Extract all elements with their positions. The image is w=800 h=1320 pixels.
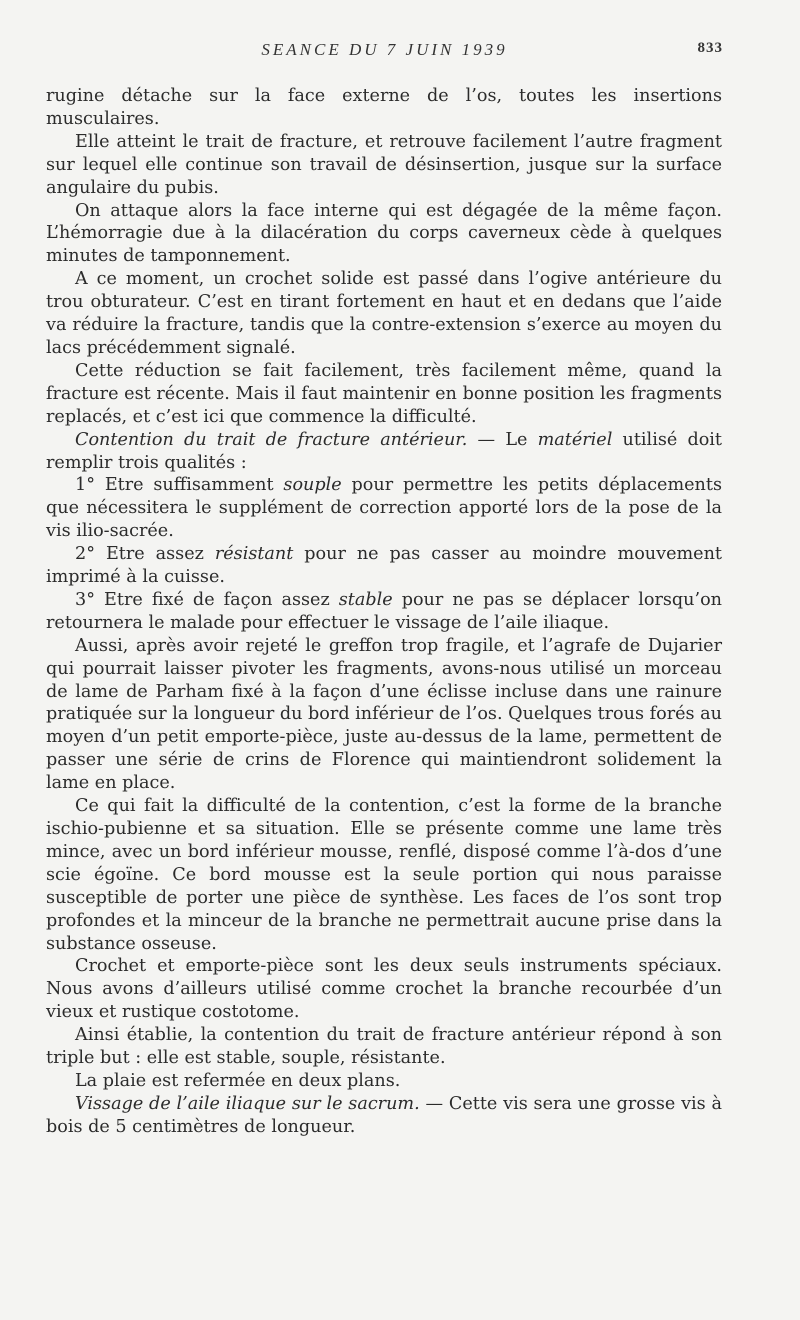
body-text (46, 85, 722, 1139)
paragraph-text: Cette réduction se fait facilement, très facilement même, quand la fracture est récente. Mais il faut maintenir en bonne position les fragments replacés, et c’est ici que commence la difficulté. (46, 360, 722, 427)
paragraph (46, 1024, 722, 1070)
paragraph (46, 955, 722, 1024)
paragraph (46, 268, 722, 360)
paragraph (46, 795, 722, 955)
italic-text: résistant (214, 544, 294, 565)
italic-text: stable (338, 589, 393, 610)
italic-text: matériel (537, 429, 613, 450)
paragraph (46, 85, 722, 131)
paragraph (46, 474, 722, 543)
paragraph (46, 200, 722, 269)
paragraph-text: Ainsi établie, la contention du trait de fracture antérieur répond à son triple but : elle est stable, souple, résistante. (46, 1025, 722, 1069)
italic-text: souple (283, 475, 342, 496)
paragraph (46, 1093, 722, 1139)
paragraph (46, 429, 722, 475)
paragraph (46, 589, 722, 635)
paragraph-text: — Le (467, 429, 538, 450)
page-number: 833 (697, 40, 723, 56)
paragraph-text: Crochet et emporte-pièce sont les deux seuls instruments spéciaux. Nous avons d’ailleurs utilisé comme crochet la branche recourbée d’un vieux et rustique costotome. (46, 956, 722, 1023)
page-header (46, 40, 723, 66)
paragraph-text: Elle atteint le trait de fracture, et retrouve facilement l’autre fragment sur lequel elle continue son travail de désinsertion, jusque sur la surface angulaire du pubis. (46, 131, 722, 198)
running-title: SEANCE DU 7 JUIN 1939 (261, 40, 508, 59)
italic-text: Vissage de l’aile iliaque sur le sacrum. (75, 1093, 420, 1114)
paragraph (46, 131, 722, 200)
paragraph-text: Aussi, après avoir rejeté le greffon trop fragile, et l’agrafe de Dujarier qui pourrait laisser pivoter les fragments, avons-nous utilisé un morceau de lame de Parham fixé à la façon d’une éclisse incluse dans une rainure pratiquée sur la longueur du bord inférieur de l’os. Quelques trous forés au moyen d’un petit emporte-pièce, juste au-dessus de la lame, permettent de passer une série de crins de Florence qui maintiendront solidement la lame en place. (46, 635, 722, 794)
paragraph-text: pour ne pas se déplacer lorsqu’on retournera le malade pour effectuer le vissage de l’aile iliaque. (46, 589, 722, 633)
paragraph-text: 2° Etre assez (75, 544, 215, 565)
paragraph-text: utilisé doit remplir trois qualités : (46, 429, 722, 473)
paragraph-text: Ce qui fait la difficulté de la contention, c’est la forme de la branche ischio-pubienne et sa situation. Elle se présente comme une lame très mince, avec un bord inférieur mousse, renflé, disposé comme l’à-dos d’une scie égoïne. Ce bord mousse est la seule portion qui nous paraisse susceptible de porter une pièce de synthèse. Les faces de l’os sont trop profondes et la minceur de la branche ne permettrait aucune prise dans la substance osseuse. (46, 796, 722, 954)
paragraph-text: 1° Etre suffisamment (75, 475, 284, 496)
paragraph-text: rugine détache sur la face externe de l’os, toutes les insertions musculaires. (46, 86, 722, 129)
paragraph-text: On attaque alors la face interne qui est dégagée de la même façon. L’hémorragie due à la dilacération du corps caverneux cède à quelques minutes de tamponnement. (46, 200, 722, 267)
paragraph-text: — Cette vis sera une grosse vis à bois de 5 centimètres de longueur. (46, 1093, 722, 1137)
paragraph-text: A ce moment, un crochet solide est passé dans l’ogive antérieure du trou obturateur. C’est en tirant fortement en haut et en dedans que l’aide va réduire la fracture, tandis que la contre-extension s’exerce au moyen du lacs précédemment signalé. (46, 269, 722, 358)
paragraph (46, 360, 722, 429)
paragraph-text: La plaie est refermée en deux plans. (75, 1070, 401, 1091)
paragraph-text: 3° Etre fixé de façon assez (75, 589, 339, 610)
paragraph (46, 543, 722, 589)
paragraph (46, 1070, 722, 1093)
italic-text: Contention du trait de fracture antérieur. (75, 429, 468, 450)
paragraph-text: pour ne pas casser au moindre mouvement imprimé à la cuisse. (46, 544, 722, 588)
paragraph-text: pour permettre les petits déplacements que nécessitera le supplément de correction apporté lors de la pose de la vis ilio-sacrée. (46, 475, 722, 542)
paragraph (46, 635, 722, 795)
